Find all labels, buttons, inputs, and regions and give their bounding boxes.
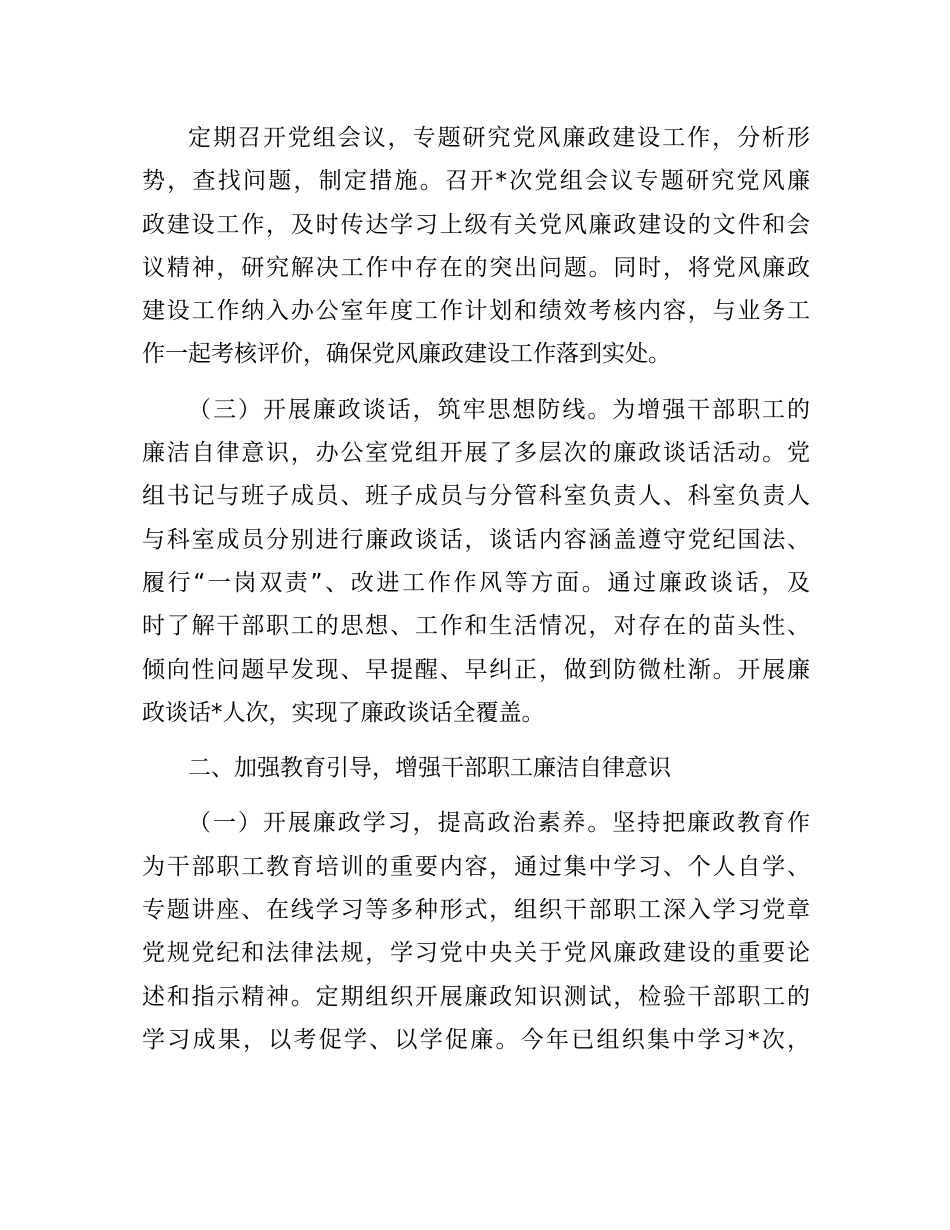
text-line: 专题讲座、在线学习等多种形式，组织干部职工深入学习党章 [142, 897, 810, 924]
text-line: 为干部职工教育培训的重要内容，通过集中学习、个人自学、 [142, 853, 810, 880]
text-line: 述和指示精神。定期组织开展廉政知识测试，检验干部职工的 [142, 983, 810, 1010]
text-line: 廉洁自律意识，办公室党组开展了多层次的廉政谈话活动。党 [142, 440, 810, 467]
text-line: （三）开展廉政谈话，筑牢思想防线。为增强干部职工的 [188, 396, 810, 423]
text-line: 议精神，研究解决工作中存在的突出问题。同时，将党风廉政 [142, 254, 810, 281]
paragraph-integrity-study [142, 802, 810, 1062]
text-line: 建设工作纳入办公室年度工作计划和绩效考核内容，与业务工 [142, 298, 810, 325]
text-line: （一）开展廉政学习，提高政治素养。坚持把廉政教育作 [188, 810, 810, 837]
document-body [142, 117, 810, 1074]
text-line: 势，查找问题，制定措施。召开*次党组会议专题研究党风廉 [142, 168, 810, 195]
text-line: 党规党纪和法律法规，学习党中央关于党风廉政建设的重要论 [142, 940, 810, 967]
text-line: 履行“一岗双责”、改进工作作风等方面。通过廉政谈话，及 [142, 569, 810, 596]
section-heading-education [142, 747, 810, 790]
text-line: 学习成果，以考促学、以学促廉。今年已组织集中学习*次， [142, 1026, 810, 1053]
paragraph-integrity-talks [142, 389, 810, 735]
text-line: 时了解干部职工的思想、工作和生活情况，对存在的苗头性、 [142, 613, 810, 640]
text-line: 倾向性问题早发现、早提醒、早纠正，做到防微杜渐。开展廉 [142, 656, 810, 683]
paragraph-party-meetings [142, 117, 810, 377]
text-line: 与科室成员分别进行廉政谈话，谈话内容涵盖遵守党纪国法、 [142, 526, 810, 553]
text-line: 政建设工作，及时传达学习上级有关党风廉政建设的文件和会 [142, 211, 810, 238]
text-line: 作一起考核评价，确保党风廉政建设工作落到实处。 [142, 341, 671, 368]
text-line: 政谈话*人次，实现了廉政谈话全覆盖。 [142, 699, 545, 726]
text-line: 定期召开党组会议，专题研究党风廉政建设工作，分析形 [188, 125, 810, 151]
section-heading-text: 二、加强教育引导，增强干部职工廉洁自律意识 [188, 755, 671, 782]
text-line: 组书记与班子成员、班子成员与分管科室负责人、科室负责人 [142, 483, 810, 510]
